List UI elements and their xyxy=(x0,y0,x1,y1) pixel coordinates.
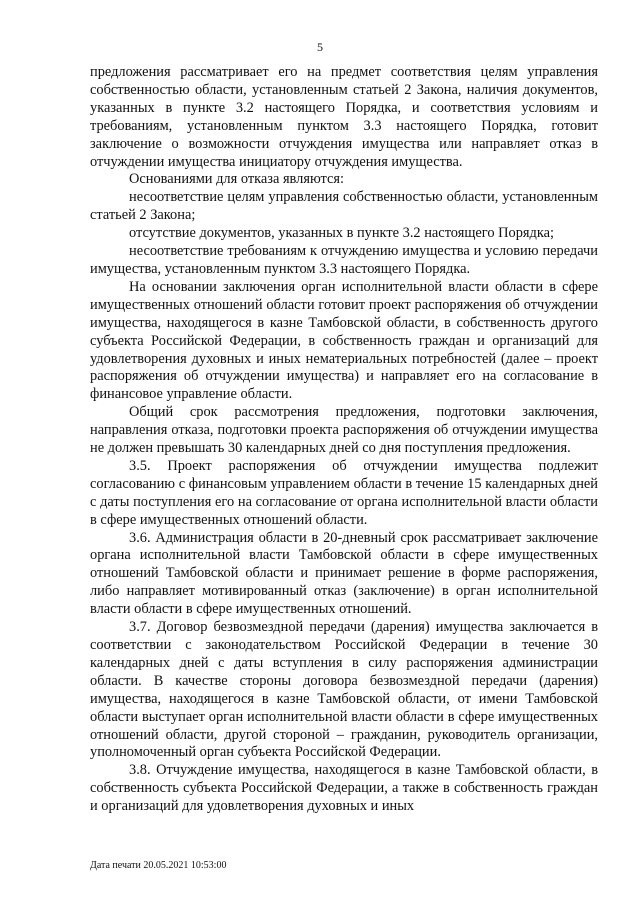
paragraph: Основаниями для отказа являются: xyxy=(129,171,344,188)
paragraph: 3.5. Проект распоряжения об отчуждении имущества подлежит согласованию с финансовым управлением области в течение 15 календарных дней с даты поступления его на согласование от органа исполнительной власти области в сфере имущественных отношений области. xyxy=(90,457,598,528)
paragraph: 3.7. Договор безвозмездной передачи (дарения) имущества заключается в соответствии с законодательством Российской Федерации в течение 30 календарных дней с даты вступления в силу распоряжения администрации области. В качестве стороны договора безвозмездной передачи (дарения) имущества, находящегося в казне Тамбовской области, от имени Тамбовской области выступает орган исполнительной власти области в сфере имущественных отношений области, другой стороной – гражданин, руководитель организации, уполномоченный орган субъекта Российской Федерации. xyxy=(90,619,598,761)
paragraph: 3.8. Отчуждение имущества, находящегося в казне Тамбовской области, в собственность субъекта Российской Федерации, а также в собственность граждан и организаций для удовлетворения духовных и иных xyxy=(90,762,598,815)
paragraph: 3.6. Администрация области в 20-дневный срок рассматривает заключение органа исполнительной власти Тамбовской области в сфере имущественных отношений Тамбовской области и принимает решение в форме распоряжения, либо направляет мотивированный отказ (заключение) в орган исполнительной власти области в сфере имущественных отношений. xyxy=(90,529,598,618)
paragraph: На основании заключения орган исполнительной власти области в сфере имущественных отношений области готовит проект распоряжения об отчуждении имущества, находящегося в казне Тамбовской области, в собственность другого субъекта Российской Федерации, в собственность граждан и организаций для удовлетворения духовных и иных нематериальных потребностей (далее – проект распоряжения об отчуждении имущества) и направляет его на согласование в финансовое управление области. xyxy=(90,278,598,403)
body-text xyxy=(90,64,598,816)
paragraph: несоответствие целям управления собственностью области, установленным статьей 2 Закона; xyxy=(90,189,598,224)
paragraph: несоответствие требованиям к отчуждению имущества и условию передачи имущества, установленным пунктом 3.3 настоящего Порядка. xyxy=(90,243,598,277)
paragraph: отсутствие документов, указанных в пункте 3.2 настоящего Порядка; xyxy=(129,225,555,242)
paragraph: Общий срок рассмотрения предложения, подготовки заключения, направления отказа, подготовки проекта распоряжения об отчуждении имущества не должен превышать 30 календарных дней со дня поступления предложения. xyxy=(90,404,598,457)
page-number: 5 xyxy=(317,40,323,54)
paragraph: предложения рассматривает его на предмет соответствия целям управления собственностью области, установленным статьей 2 Закона, наличия документов, указанных в пункте 3.2 настоящего Порядка, и соответствия условиям и требованиям, установленным пунктом 3.3 настоящего Порядка, готовит заключение о возможности отчуждения имущества или направляет отказ в отчуждении имущества инициатору отчуждения имущества. xyxy=(90,64,598,170)
print-date-footer: Дата печати 20.05.2021 10:53:00 xyxy=(90,860,227,871)
